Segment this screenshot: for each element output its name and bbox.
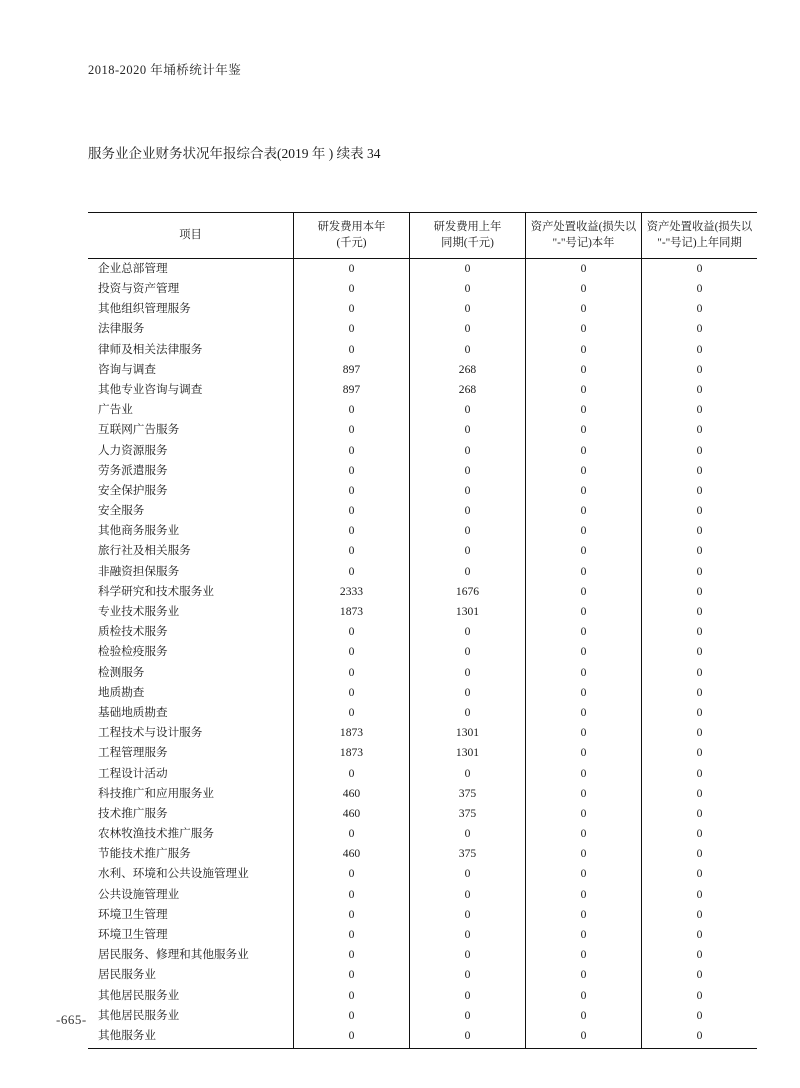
row-value-cell-1: 0 [294,521,410,541]
row-item-label: 非融资担保服务 [98,564,180,578]
row-value-cell-4: 0 [642,279,758,299]
row-item-label: 其他居民服务业 [98,988,180,1002]
row-value-cell-4: 0 [642,380,758,400]
row-value-cell-2: 0 [410,622,526,642]
table-row [88,360,757,380]
column-header-asset-disposal-current [526,213,642,259]
row-value-cell-3: 0 [526,481,642,501]
row-value-cell-2: 0 [410,319,526,339]
table-row [88,481,757,501]
running-head: 2018-2020 年埇桥统计年鉴 [88,63,242,77]
row-value-cell-2: 0 [410,1026,526,1049]
row-value-cell-3: 0 [526,703,642,723]
row-value-cell-3: 0 [526,905,642,925]
row-value-cell-3: 0 [526,743,642,763]
row-value-cell-3: 0 [526,360,642,380]
row-value-cell-3: 0 [526,925,642,945]
row-value-cell-4: 0 [642,864,758,884]
row-value-cell-2: 0 [410,340,526,360]
row-value-cell-1: 0 [294,905,410,925]
table-row [88,440,757,460]
row-value-cell-2: 1301 [410,723,526,743]
row-value-cell-4: 0 [642,440,758,460]
row-value-cell-2: 0 [410,440,526,460]
row-value-cell-1: 0 [294,340,410,360]
row-value-cell-4: 0 [642,461,758,481]
row-value-cell-4: 0 [642,319,758,339]
row-item-label: 科技推广和应用服务业 [98,786,214,800]
row-value-cell-3: 0 [526,319,642,339]
row-value-cell-4: 0 [642,784,758,804]
row-value-cell-2: 268 [410,380,526,400]
row-item-label: 环境卫生管理 [98,928,168,942]
row-value-cell-3: 0 [526,804,642,824]
table-row [88,1006,757,1026]
table-row [88,925,757,945]
row-value-cell-2: 0 [410,824,526,844]
row-value-cell-4: 0 [642,299,758,319]
row-value-cell-1: 0 [294,864,410,884]
row-value-cell-3: 0 [526,824,642,844]
row-value-cell-3: 0 [526,582,642,602]
row-value-cell-1: 0 [294,258,410,279]
table-row [88,319,757,339]
row-value-cell-2: 0 [410,986,526,1006]
table-row [88,258,757,279]
row-value-cell-2: 375 [410,784,526,804]
row-value-cell-1: 0 [294,562,410,582]
row-item-label: 工程设计活动 [98,766,168,780]
row-value-cell-3: 0 [526,683,642,703]
table-row [88,844,757,864]
row-value-cell-1: 0 [294,501,410,521]
row-value-cell-1: 0 [294,703,410,723]
row-value-cell-4: 0 [642,1026,758,1049]
row-item-label: 检验检疫服务 [98,645,168,659]
row-value-cell-4: 0 [642,562,758,582]
row-item-label: 旅行社及相关服务 [98,544,191,558]
table-row [88,723,757,743]
row-value-cell-1: 0 [294,763,410,783]
row-value-cell-1: 0 [294,986,410,1006]
row-item-label: 企业总部管理 [98,261,168,275]
table-body [88,258,757,1049]
table-row [88,824,757,844]
row-value-cell-3: 0 [526,521,642,541]
row-value-cell-1: 897 [294,380,410,400]
row-value-cell-2: 0 [410,541,526,561]
column-header-rd-prior [410,213,526,259]
row-value-cell-3: 0 [526,340,642,360]
table-caption: 服务业企业财务状况年报综合表(2019 年 ) 续表 34 [88,146,381,161]
row-value-cell-4: 0 [642,481,758,501]
table-row [88,1026,757,1049]
table-row [88,521,757,541]
row-item-label: 居民服务、修理和其他服务业 [98,948,249,962]
table-row [88,380,757,400]
financial-table [88,212,757,1049]
row-value-cell-4: 0 [642,602,758,622]
row-value-cell-1: 460 [294,804,410,824]
row-value-cell-4: 0 [642,642,758,662]
row-value-cell-2: 1676 [410,582,526,602]
row-value-cell-4: 0 [642,804,758,824]
row-value-cell-2: 0 [410,663,526,683]
row-value-cell-3: 0 [526,784,642,804]
column-header-asset-disposal-prior-line2: "-"号记)上年同期 [657,237,742,250]
table-row [88,986,757,1006]
row-value-cell-2: 0 [410,885,526,905]
column-header-asset-disposal-prior-line1: 资产处置收益(损失以 [646,221,753,233]
row-value-cell-2: 0 [410,279,526,299]
column-header-asset-disposal-prior [642,213,758,259]
row-item-label: 工程技术与设计服务 [98,726,203,740]
row-value-cell-4: 0 [642,400,758,420]
table-row [88,501,757,521]
row-value-cell-4: 0 [642,683,758,703]
row-value-cell-4: 0 [642,521,758,541]
row-value-cell-2: 0 [410,703,526,723]
table-header-row [88,213,757,259]
column-header-rd-current [294,213,410,259]
row-value-cell-1: 1873 [294,602,410,622]
row-value-cell-1: 0 [294,319,410,339]
row-value-cell-2: 1301 [410,743,526,763]
table-row [88,683,757,703]
row-value-cell-3: 0 [526,461,642,481]
column-header-rd-prior-line1: 研发费用上年 [433,221,502,233]
row-value-cell-2: 0 [410,864,526,884]
row-value-cell-2: 1301 [410,602,526,622]
row-value-cell-3: 0 [526,1006,642,1026]
row-value-cell-2: 0 [410,945,526,965]
row-value-cell-2: 0 [410,763,526,783]
row-value-cell-2: 0 [410,258,526,279]
row-item-label: 基础地质勘查 [98,705,168,719]
row-value-cell-4: 0 [642,1006,758,1026]
row-item-label: 居民服务业 [98,968,156,982]
row-item-label: 环境卫生管理 [98,907,168,921]
row-value-cell-1: 0 [294,279,410,299]
row-value-cell-2: 375 [410,844,526,864]
table-row [88,299,757,319]
row-value-cell-3: 0 [526,380,642,400]
row-value-cell-4: 0 [642,986,758,1006]
row-value-cell-2: 268 [410,360,526,380]
row-value-cell-1: 0 [294,965,410,985]
row-item-label: 劳务派遣服务 [98,463,168,477]
row-value-cell-1: 0 [294,824,410,844]
row-value-cell-3: 0 [526,622,642,642]
page-number: -665- [56,1012,87,1027]
row-item-label: 其他居民服务业 [98,1008,180,1022]
row-value-cell-1: 897 [294,360,410,380]
column-header-asset-disposal-current-line2: "-"号记)本年 [552,237,615,250]
row-item-label: 投资与资产管理 [98,282,180,296]
row-value-cell-2: 0 [410,420,526,440]
row-value-cell-2: 0 [410,925,526,945]
table-row [88,602,757,622]
row-value-cell-1: 460 [294,844,410,864]
row-item-label: 检测服务 [98,665,145,679]
row-value-cell-4: 0 [642,743,758,763]
table-row [88,885,757,905]
table-row [88,582,757,602]
row-value-cell-2: 0 [410,562,526,582]
row-value-cell-2: 0 [410,683,526,703]
row-value-cell-2: 0 [410,1006,526,1026]
row-value-cell-2: 0 [410,642,526,662]
table-row [88,965,757,985]
row-value-cell-2: 0 [410,481,526,501]
row-value-cell-3: 0 [526,1026,642,1049]
row-item-label: 互联网广告服务 [98,423,180,437]
row-value-cell-2: 0 [410,905,526,925]
row-value-cell-3: 0 [526,279,642,299]
row-value-cell-2: 375 [410,804,526,824]
table-row [88,340,757,360]
row-value-cell-1: 0 [294,481,410,501]
row-value-cell-1: 0 [294,622,410,642]
row-value-cell-1: 0 [294,461,410,481]
row-value-cell-3: 0 [526,864,642,884]
row-value-cell-1: 0 [294,1026,410,1049]
table-row [88,784,757,804]
row-value-cell-4: 0 [642,258,758,279]
row-value-cell-3: 0 [526,501,642,521]
row-value-cell-4: 0 [642,723,758,743]
row-value-cell-3: 0 [526,258,642,279]
row-value-cell-1: 0 [294,945,410,965]
row-value-cell-4: 0 [642,420,758,440]
row-item-label: 其他组织管理服务 [98,302,191,316]
row-value-cell-3: 0 [526,763,642,783]
row-item-label: 人力资源服务 [98,443,168,457]
row-item-label: 技术推广服务 [98,806,168,820]
row-value-cell-1: 460 [294,784,410,804]
row-value-cell-1: 1873 [294,723,410,743]
row-value-cell-4: 0 [642,925,758,945]
row-value-cell-4: 0 [642,501,758,521]
row-value-cell-4: 0 [642,541,758,561]
table-row [88,763,757,783]
row-value-cell-1: 0 [294,541,410,561]
row-value-cell-2: 0 [410,461,526,481]
row-value-cell-4: 0 [642,663,758,683]
row-value-cell-3: 0 [526,541,642,561]
column-header-rd-current-line2: (千元) [336,237,367,250]
row-item-label: 农林牧渔技术推广服务 [98,827,214,841]
row-item-label: 法律服务 [98,322,145,336]
row-value-cell-2: 0 [410,521,526,541]
row-value-cell-3: 0 [526,440,642,460]
table-row [88,945,757,965]
row-item-label: 质检技术服务 [98,625,168,639]
column-header-rd-prior-line2: 同期(千元) [441,237,494,250]
row-item-label: 地质勘查 [98,685,145,699]
row-item-label: 其他服务业 [88,1026,294,1049]
table-row [88,642,757,662]
column-header-item-line1: 项目 [179,229,202,242]
table-row [88,420,757,440]
row-value-cell-4: 0 [642,622,758,642]
table-row [88,905,757,925]
row-value-cell-3: 0 [526,844,642,864]
row-value-cell-3: 0 [526,965,642,985]
row-value-cell-3: 0 [526,642,642,662]
financial-table-container [88,212,753,1049]
row-value-cell-4: 0 [642,340,758,360]
row-value-cell-1: 0 [294,440,410,460]
row-value-cell-4: 0 [642,360,758,380]
row-item-label: 安全保护服务 [98,483,168,497]
row-item-label: 公共设施管理业 [98,887,180,901]
row-value-cell-3: 0 [526,420,642,440]
row-value-cell-4: 0 [642,582,758,602]
row-item-label: 广告业 [98,403,133,417]
table-header [88,213,757,259]
row-item-label: 专业技术服务业 [98,605,180,619]
row-value-cell-4: 0 [642,703,758,723]
row-value-cell-1: 0 [294,925,410,945]
column-header-item [88,213,294,259]
row-value-cell-1: 0 [294,420,410,440]
column-header-rd-current-line1: 研发费用本年 [317,221,386,233]
row-item-label: 安全服务 [98,504,145,518]
row-value-cell-4: 0 [642,763,758,783]
table-row [88,703,757,723]
row-value-cell-3: 0 [526,986,642,1006]
row-value-cell-2: 0 [410,965,526,985]
row-item-label: 水利、环境和公共设施管理业 [98,867,249,881]
row-value-cell-4: 0 [642,885,758,905]
row-value-cell-3: 0 [526,945,642,965]
row-value-cell-1: 0 [294,683,410,703]
row-item-label: 律师及相关法律服务 [98,342,203,356]
table-row [88,541,757,561]
row-value-cell-1: 0 [294,299,410,319]
row-value-cell-1: 0 [294,642,410,662]
table-row [88,663,757,683]
table-row [88,864,757,884]
row-item-label: 节能技术推广服务 [98,847,191,861]
table-row [88,743,757,763]
row-value-cell-1: 0 [294,663,410,683]
row-value-cell-4: 0 [642,844,758,864]
row-value-cell-4: 0 [642,905,758,925]
row-value-cell-1: 0 [294,885,410,905]
row-value-cell-3: 0 [526,299,642,319]
row-item-label: 工程管理服务 [98,746,168,760]
table-row [88,461,757,481]
column-header-asset-disposal-current-line1: 资产处置收益(损失以 [530,221,637,233]
table-row [88,562,757,582]
row-item-label: 咨询与调查 [98,362,156,376]
table-row [88,622,757,642]
row-value-cell-1: 0 [294,400,410,420]
row-item-label: 其他商务服务业 [98,524,180,538]
row-value-cell-2: 0 [410,400,526,420]
row-value-cell-3: 0 [526,663,642,683]
row-value-cell-1: 1873 [294,743,410,763]
row-value-cell-2: 0 [410,299,526,319]
row-value-cell-3: 0 [526,723,642,743]
row-value-cell-3: 0 [526,562,642,582]
row-value-cell-3: 0 [526,602,642,622]
row-value-cell-2: 0 [410,501,526,521]
row-value-cell-1: 2333 [294,582,410,602]
table-row [88,279,757,299]
row-item-label: 其他专业咨询与调查 [98,382,203,396]
row-value-cell-4: 0 [642,945,758,965]
row-value-cell-3: 0 [526,885,642,905]
row-value-cell-4: 0 [642,965,758,985]
row-value-cell-1: 0 [294,1006,410,1026]
row-item-label: 科学研究和技术服务业 [98,584,214,598]
table-row [88,400,757,420]
row-value-cell-3: 0 [526,400,642,420]
row-value-cell-4: 0 [642,824,758,844]
table-row [88,804,757,824]
